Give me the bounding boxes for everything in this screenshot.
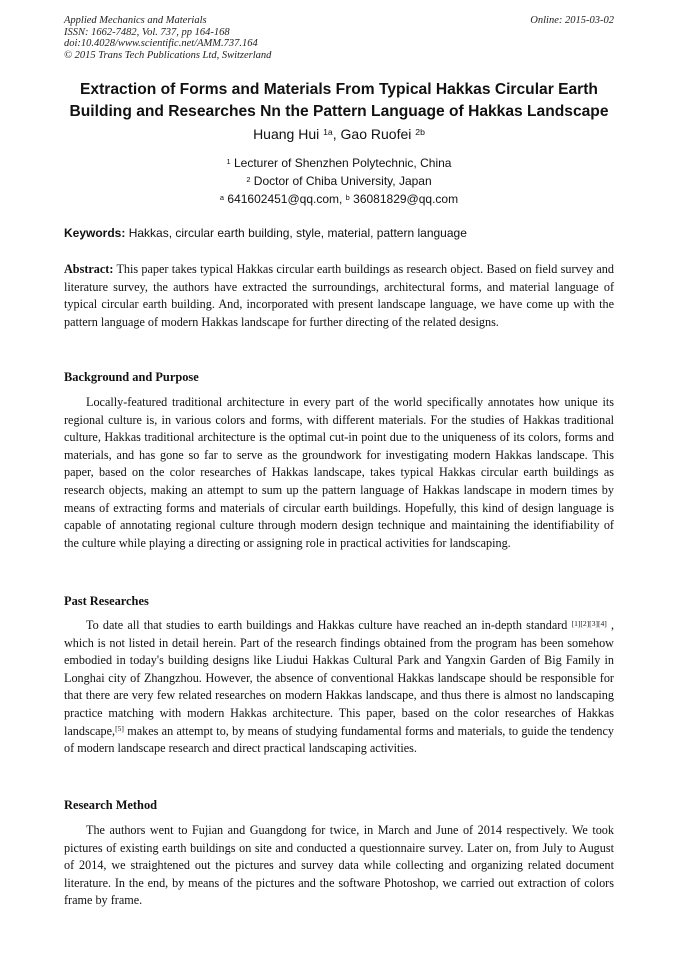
keywords — [64, 226, 624, 240]
author-1-sup: 1a — [323, 127, 333, 138]
email-line — [0, 190, 678, 208]
paper-title — [40, 79, 638, 123]
email-a-sup: a — [219, 192, 225, 202]
past-refs-1[interactable]: [1][2][3][4] — [571, 618, 607, 628]
past-text-2: , which is not listed in detail herein. Part of the research findings obtained from the program has been somehow embodied in today's building designs like Liudui Hakkas Cultural Park and Yangxin Garden of Big Family in Longhai city of Zhangzhou. However, the absence of conventional Hakkas landscape should be responsible for that there are very few related researches on modern Hakkas landscape, and thus there is almost no landscaping practice matching with modern Hakkas architecture. This paper, based on the color researches of Hakkas landscape, — [64, 618, 615, 738]
abstract-text: This paper takes typical Hakkas circular earth buildings as research object. Based on field survey and literature survey, the authors have extracted the surroundings, architectural forms, and material language of typical circular earth building. And, incorporated with present landscape language, we have come up with the pattern language of modern Hakkas landscape for further directing of the related designs. — [64, 262, 614, 329]
section-text-background: Locally-featured traditional architecture in every part of the world specifically annotates how unique its regional culture is, in various colors and forms, with different materials. For the studies of Hakkas traditional culture, Hakkas traditional architecture is the optimal cut-in point due to the uniqueness of its colors, forms and materials, and has gone so far to serve as the groundwork for investigating modern Hakkas landscape. This paper, based on the color researches of Hakkas landscape, takes typical Hakkas circular earth buildings as research objects, making an attempt to sum up the pattern language of Hakkas landscape in modern times by means of extracting forms and materials of circular earth buildings. Hopefully, this kind of design language is capable of annotating regional culture through modern design technique and maintaining the identifiability of the culture while playing a directing or assigning role in practical activities for landscaping. — [64, 395, 614, 550]
affiliation-1-text: Lecturer of Shenzhen Polytechnic, China — [230, 156, 452, 170]
journal-header — [64, 15, 271, 61]
affiliation-2-text: Doctor of Chiba University, Japan — [250, 174, 432, 188]
section-heading-past: Past Researches — [64, 594, 149, 608]
author-list — [0, 126, 678, 142]
author-2-sup: 2b — [415, 127, 425, 138]
past-text-3: makes an attempt to, by means of studying fundamental forms and materials, to guide the tendency of modern landscape research and direct practical landscaping activities. — [64, 723, 614, 756]
author-2-name: Gao Ruofei — [340, 126, 412, 142]
affiliations — [0, 154, 678, 208]
email-b[interactable]: 36081829@qq.com — [349, 192, 459, 206]
journal-name: Applied Mechanics and Materials — [64, 15, 207, 26]
section-heading-background: Background and Purpose — [64, 370, 199, 384]
keywords-label: Keywords: — [64, 226, 126, 240]
past-refs-2[interactable]: [5] — [115, 724, 124, 734]
email-b-sup: b — [345, 192, 350, 202]
email-a[interactable]: 641602451@qq.com, — [224, 192, 346, 206]
section-heading-method: Research Method — [64, 798, 158, 812]
doi-line[interactable]: doi:10.4028/www.scientific.net/AMM.737.164 — [64, 38, 258, 49]
keywords-text: Hakkas, circular earth building, style, material, pattern language — [125, 226, 467, 240]
author-separator: , — [332, 126, 341, 142]
abstract-label: Abstract: — [64, 262, 114, 276]
online-date: Online: 2015-03-02 — [530, 15, 614, 26]
affiliation-1-sup: 1 — [226, 156, 231, 166]
affiliation-1 — [0, 154, 678, 172]
past-text-1: To date all that studies to earth buildings and Hakkas culture have reached an in-depth standard — [86, 618, 572, 632]
section-text-past — [64, 617, 614, 758]
author-1-name: Huang Hui — [253, 126, 320, 142]
affiliation-2-sup: 2 — [246, 174, 251, 184]
affiliation-2 — [0, 172, 678, 190]
issn-line: ISSN: 1662-7482, Vol. 737, pp 164-168 — [64, 26, 230, 38]
abstract — [64, 261, 614, 331]
title-line-1: Extraction of Forms and Materials From Typical Hakkas Circular Earth — [80, 81, 598, 98]
section-text-method: The authors went to Fujian and Guangdong for twice, in March and June of 2014 respectively. We took pictures of existing earth buildings on site and conducted a questionnaire survey. Later on, from July to August of 2014, we straightened out the pictures and survey data while collecting and organizing related document literature. In the end, by means of the pictures and the software Photoshop, we carried out extraction of colors frame by frame. — [64, 823, 614, 908]
title-line-2: Building and Researches Nn the Pattern Language of Hakkas Landscape — [69, 103, 609, 120]
copyright-line: © 2015 Trans Tech Publications Ltd, Switzerland — [64, 49, 272, 61]
